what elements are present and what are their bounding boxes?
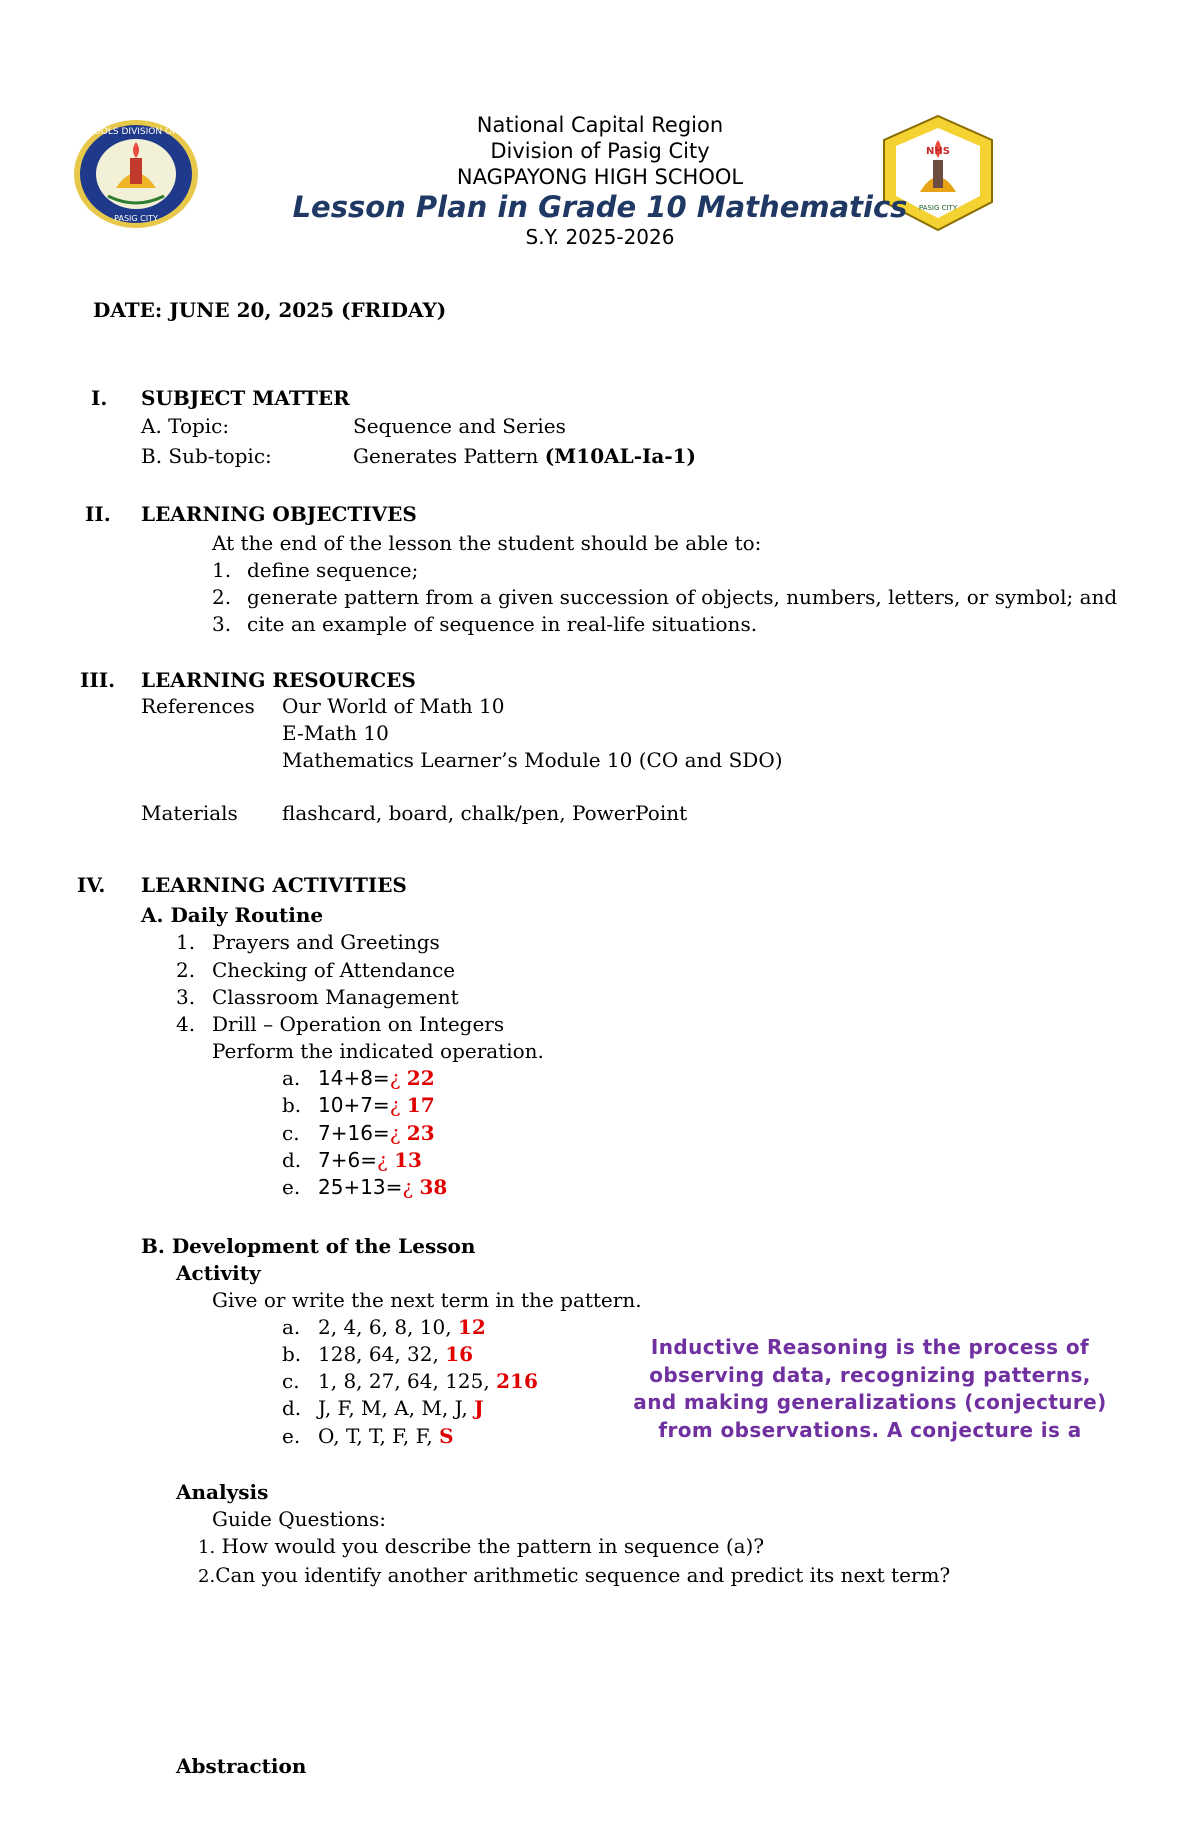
drill-answer: 13 [394, 1148, 422, 1172]
abstraction-heading: Abstraction [176, 1754, 307, 1778]
pattern-letter: c. [282, 1369, 300, 1393]
objective-item: define sequence; [247, 558, 419, 582]
objective-item: generate pattern from a given succession of objects, numbers, letters, or symbol; and [247, 585, 1118, 609]
list-item-number: 2. [212, 585, 232, 609]
drill-expression: 7+6= [318, 1148, 377, 1172]
region-name: National Capital Region [476, 113, 724, 137]
list-item-number: 3. [176, 985, 196, 1009]
note-line: from observations. A conjecture is a [658, 1417, 1082, 1442]
list-item-number: 4. [176, 1012, 196, 1036]
drill-letter: a. [282, 1066, 301, 1090]
section-heading-activities: LEARNING ACTIVITIES [141, 873, 407, 897]
drill-item [282, 1066, 435, 1090]
drill-item [282, 1175, 447, 1199]
list-item-number: 1. [176, 930, 196, 954]
svg-text:PASIG CITY: PASIG CITY [918, 204, 958, 212]
note-line: Inductive Reasoning is the process of [650, 1335, 1090, 1359]
question-text: Can you identify another arithmetic sequence and predict its next term? [215, 1563, 951, 1587]
drill-expression: 25+13= [318, 1175, 403, 1199]
drill-answer: 23 [406, 1121, 435, 1145]
materials-list: flashcard, board, chalk/pen, PowerPoint [282, 801, 688, 825]
drill-expression: 10+7= [318, 1093, 390, 1117]
drill-item [282, 1121, 435, 1145]
activity-heading: Activity [176, 1261, 261, 1285]
pattern-letter: e. [282, 1424, 301, 1448]
objectives-intro: At the end of the lesson the student should be able to: [212, 531, 762, 555]
section-heading-resources: LEARNING RESOURCES [141, 668, 416, 692]
drill-item [282, 1093, 435, 1117]
topic-value: Sequence and Series [353, 414, 566, 438]
pattern-answer: S [439, 1424, 454, 1448]
drill-placeholder: ¿ [389, 1066, 401, 1090]
pattern-sequence: 2, 4, 6, 8, 10, [318, 1315, 458, 1339]
drill-letter: b. [282, 1093, 302, 1117]
pattern-item [282, 1342, 473, 1366]
question-text: How would you describe the pattern in sequence (a)? [221, 1534, 765, 1558]
drill-expression: 7+16= [318, 1121, 390, 1145]
pattern-item [282, 1369, 538, 1393]
drill-item [282, 1148, 422, 1172]
pattern-item [282, 1396, 484, 1420]
drill-placeholder: ¿ [389, 1093, 401, 1117]
drill-placeholder: ¿ [389, 1121, 401, 1145]
guide-questions-label: Guide Questions: [212, 1507, 386, 1531]
reference-item: Mathematics Learner’s Module 10 (CO and SDO) [282, 748, 783, 772]
competency-code: (M10AL-Ia-1) [544, 444, 697, 468]
subtopic-value [353, 444, 696, 468]
section-heading-objectives: LEARNING OBJECTIVES [141, 502, 417, 526]
objective-item: cite an example of sequence in real-life situations. [247, 612, 758, 636]
drill-letter: e. [282, 1175, 301, 1199]
document-title: Lesson Plan in Grade 10 Mathematics [292, 190, 908, 224]
routine-item: Prayers and Greetings [212, 930, 440, 954]
drill-answer: 38 [419, 1175, 448, 1199]
pattern-answer: 216 [496, 1369, 538, 1393]
materials-label: Materials [141, 801, 238, 825]
section-numeral: IV. [77, 873, 106, 897]
inductive-reasoning-note [580, 1334, 1160, 1444]
pattern-answer: J [474, 1396, 484, 1420]
pattern-sequence: J, F, M, A, M, J, [318, 1396, 475, 1420]
list-item-number: 1. [212, 558, 232, 582]
pattern-answer: 12 [457, 1315, 486, 1339]
daily-routine-heading: A. Daily Routine [141, 903, 324, 927]
drill-instruction: Perform the indicated operation. [212, 1039, 544, 1063]
reference-item: Our World of Math 10 [282, 694, 505, 718]
section-numeral: III. [80, 668, 116, 692]
references-label: References [141, 694, 255, 718]
topic-label: A. Topic: [141, 414, 230, 438]
pattern-letter: a. [282, 1315, 301, 1339]
section-heading-subject-matter: SUBJECT MATTER [141, 386, 350, 410]
development-heading: B. Development of the Lesson [141, 1234, 476, 1258]
pattern-answer: 16 [445, 1342, 474, 1366]
list-item-number: 3. [212, 612, 232, 636]
pattern-letter: b. [282, 1342, 302, 1366]
routine-item: Checking of Attendance [212, 958, 456, 982]
drill-answer: 22 [406, 1066, 435, 1090]
drill-placeholder: ¿ [376, 1148, 388, 1172]
division-name: Division of Pasig City [490, 139, 710, 163]
note-line: observing data, recognizing patterns, [649, 1362, 1091, 1387]
activity-instruction: Give or write the next term in the pattern. [212, 1288, 642, 1312]
question-number: 2. [198, 1566, 216, 1587]
pattern-letter: d. [282, 1396, 302, 1420]
section-numeral: II. [85, 502, 111, 526]
analysis-heading: Analysis [176, 1480, 269, 1504]
drill-answer: 17 [406, 1093, 435, 1117]
routine-item: Classroom Management [212, 985, 459, 1009]
drill-letter: d. [282, 1148, 302, 1172]
drill-placeholder: ¿ [402, 1175, 414, 1199]
question-number: 1. [198, 1537, 216, 1558]
drill-expression: 14+8= [318, 1066, 390, 1090]
lesson-date: DATE: JUNE 20, 2025 (FRIDAY) [93, 298, 447, 322]
school-name: NAGPAYONG HIGH SCHOOL [456, 165, 744, 189]
drill-letter: c. [282, 1121, 300, 1145]
svg-text:PASIG CITY: PASIG CITY [114, 214, 158, 223]
pattern-sequence: 128, 64, 32, [318, 1342, 446, 1366]
svg-text:SCHOOLS DIVISION OFFICE: SCHOOLS DIVISION OFFICE [74, 127, 198, 137]
note-line: and making generalizations (conjecture) [633, 1390, 1107, 1414]
pattern-sequence: 1, 8, 27, 64, 125, [318, 1369, 497, 1393]
subtopic-label: B. Sub-topic: [141, 444, 272, 468]
pattern-item [282, 1424, 454, 1448]
section-numeral: I. [91, 386, 108, 410]
list-item-number: 2. [176, 958, 196, 982]
pattern-sequence: O, T, T, F, F, [318, 1424, 440, 1448]
pattern-item [282, 1315, 486, 1339]
guide-question [198, 1534, 764, 1560]
svg-text:NHS: NHS [926, 146, 950, 157]
routine-item: Drill – Operation on Integers [212, 1012, 505, 1036]
subtopic-text: Generates Pattern [353, 444, 539, 468]
reference-item: E-Math 10 [282, 721, 389, 745]
guide-question [198, 1563, 950, 1589]
school-year: S.Y. 2025-2026 [525, 225, 675, 249]
